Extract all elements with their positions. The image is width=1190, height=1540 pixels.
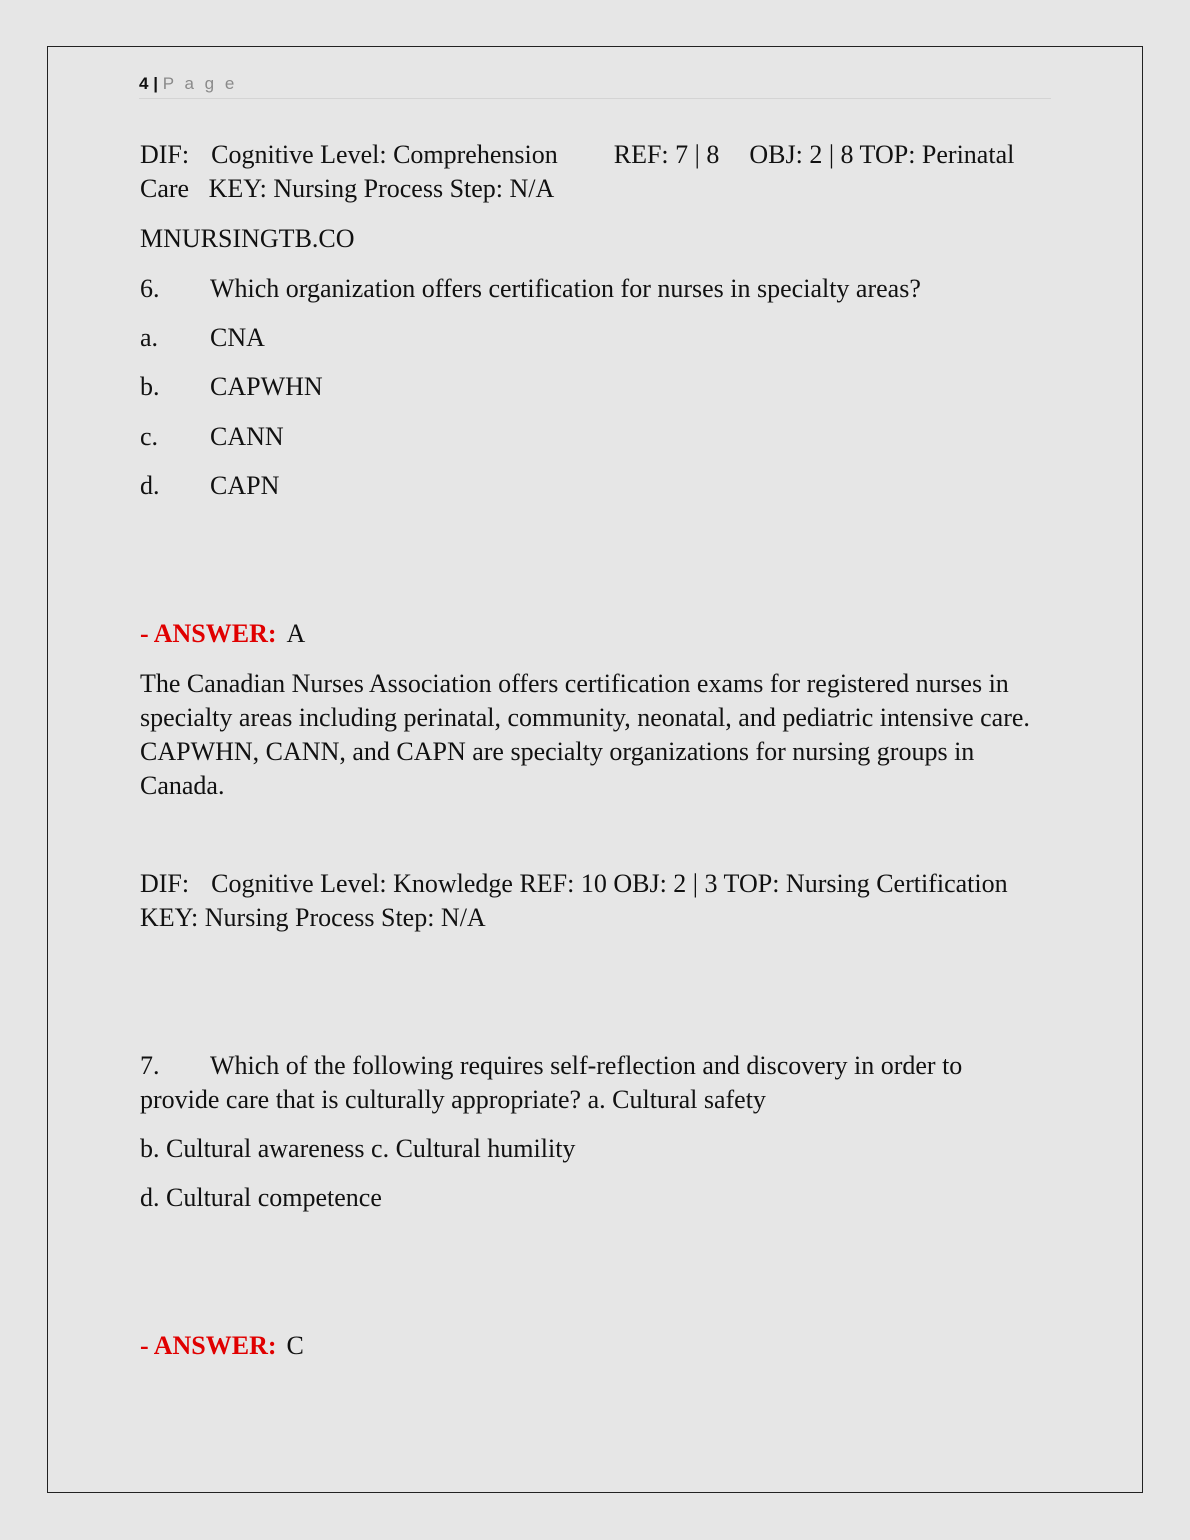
q5-dif-label: DIF: bbox=[140, 140, 190, 169]
option-letter: d. bbox=[140, 471, 160, 500]
option-letter: c. bbox=[140, 422, 159, 451]
option-letter: b. bbox=[140, 372, 160, 401]
q5-obj-top: OBJ: 2 | 8 TOP: Perinatal bbox=[749, 140, 1015, 169]
page-number: 4 bbox=[139, 74, 149, 93]
q5-key: Care KEY: Nursing Process Step: N/A bbox=[140, 174, 555, 203]
answer-label: - ANSWER: bbox=[140, 1331, 277, 1360]
header-separator: | bbox=[153, 74, 158, 93]
q6-option-c bbox=[140, 420, 284, 454]
q7-number: 7. bbox=[140, 1051, 160, 1080]
answer-label: - ANSWER: bbox=[140, 619, 277, 648]
q6-question-text: Which organization offers certification for nurses in specialty areas? bbox=[210, 274, 921, 303]
q7-question-line1: Which of the following requires self-reflection and discovery in order to bbox=[210, 1051, 963, 1080]
q7-options-line2: d. Cultural competence bbox=[140, 1183, 382, 1212]
q6-rationale: The Canadian Nurses Association offers certification exams for registered nurses in specialty areas including perinatal, community, neonatal, and pediatric intensive care. CAPWHN, CANN, and CAPN are specialty organizations for nursing groups in Canada. bbox=[140, 669, 1030, 800]
q6-key: KEY: Nursing Process Step: N/A bbox=[140, 903, 486, 932]
q6-option-d bbox=[140, 469, 279, 503]
option-text: CAPN bbox=[210, 471, 280, 500]
q6-option-a bbox=[140, 321, 265, 355]
q6-metadata bbox=[140, 867, 1008, 935]
watermark-text: MNURSINGTB.CO bbox=[140, 224, 355, 253]
q7-options-line1: b. Cultural awareness c. Cultural humility bbox=[140, 1134, 576, 1163]
q5-ref: REF: 7 | 8 bbox=[613, 140, 720, 169]
page-label: P a g e bbox=[162, 74, 238, 93]
option-text: CNA bbox=[210, 323, 265, 352]
q7-answer bbox=[140, 1329, 304, 1363]
q6-option-b bbox=[140, 370, 323, 404]
q6-question bbox=[140, 272, 921, 306]
q5-cognitive-level: Cognitive Level: Comprehension bbox=[211, 140, 558, 169]
answer-value: C bbox=[286, 1331, 304, 1360]
q6-answer bbox=[140, 617, 305, 651]
q5-metadata bbox=[140, 138, 1014, 206]
option-text: CAPWHN bbox=[210, 372, 323, 401]
page-header bbox=[139, 72, 1051, 99]
option-letter: a. bbox=[140, 323, 159, 352]
q6-number: 6. bbox=[140, 274, 160, 303]
answer-value: A bbox=[286, 619, 306, 648]
option-text: CANN bbox=[210, 422, 284, 451]
q7-question-line2: provide care that is culturally appropriate? a. Cultural safety bbox=[140, 1085, 766, 1114]
q7-question bbox=[140, 1049, 962, 1117]
q6-dif-label: DIF: bbox=[140, 869, 190, 898]
q6-meta-details: Cognitive Level: Knowledge REF: 10 OBJ: 2 | 3 TOP: Nursing Certification bbox=[211, 869, 1008, 898]
